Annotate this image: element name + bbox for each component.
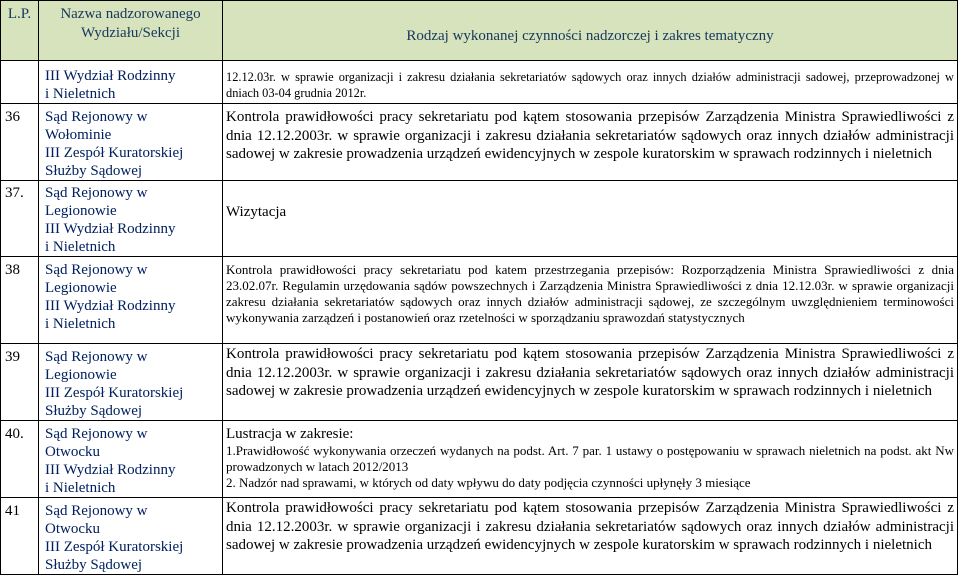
row-lp: 40. bbox=[1, 421, 39, 498]
row-lp: 39 bbox=[1, 344, 39, 421]
row-unit: Sąd Rejonowy w Legionowie III Wydział Rodzinny i Nieletnich bbox=[39, 181, 223, 257]
row-unit: III Wydział Rodzinny i Nieletnich bbox=[39, 61, 223, 104]
header-row bbox=[1, 1, 958, 61]
table-row bbox=[1, 344, 958, 421]
row-lp: 38 bbox=[1, 257, 39, 344]
row-description: Kontrola prawidłowości pracy sekretariatu pod kątem stosowania przepisów Zarządzenia Ministra Sprawiedliwości z dnia 12.12.2003r. w sprawie organizacji i zakresu działania sekretariatów sądowych oraz innych działów administracji sadowej w zakresie prowadzenia urządzeń ewidencyjnych w zespole kuratorskim w sprawach rodzinnych i nieletnich bbox=[223, 498, 958, 575]
table-row bbox=[1, 257, 958, 344]
lustracja-heading: Lustracja w zakresie: bbox=[226, 426, 354, 442]
row-unit: Sąd Rejonowy w Wołominie III Zespół Kuratorskiej Służby Sądowej bbox=[39, 104, 223, 181]
row-lp: 41 bbox=[1, 498, 39, 575]
lustracja-item-2: 2. Nadzór nad sprawami, w których od daty wpływu do daty podjęcia czynności upłynęły 3 miesiące bbox=[226, 475, 751, 490]
row-description: Kontrola prawidłowości pracy sekretariatu pod kątem stosowania przepisów Zarządzenia Ministra Sprawiedliwości z dnia 12.12.2003r. w sprawie organizacji i zakresu działania sekretariatów sądowych oraz innych działów administracji sadowej w zakresie prowadzenia urządzeń ewidencyjnych w zespole kuratorskim w sprawach rodzinnych i nieletnich bbox=[223, 344, 958, 421]
row-description: Kontrola prawidłowości pracy sekretariatu pod kątem stosowania przepisów Zarządzenia Ministra Sprawiedliwości z dnia 12.12.2003r. w sprawie organizacji i zakresu działania sekretariatów sądowych oraz innych działów administracji sadowej w zakresie prowadzenia urządzeń ewidencyjnych w zespole kuratorskim w sprawach rodzinnych i nieletnich bbox=[223, 104, 958, 181]
lustracja-item-1: 1.Prawidłowość wykonywania orzeczeń wydanych na podst. Art. 7 par. 1 ustawy o postępowaniu w sprawach nieletnich na podst. akt Nw prowadzonych w latach 2012/2013 bbox=[226, 443, 954, 474]
row-unit: Sąd Rejonowy w Otwocku III Wydział Rodzinny i Nieletnich bbox=[39, 421, 223, 498]
table-row bbox=[1, 61, 958, 104]
row-unit: Sąd Rejonowy w Otwocku III Zespół Kuratorskiej Służby Sądowej bbox=[39, 498, 223, 575]
row-lp bbox=[1, 61, 39, 104]
row-lp: 36 bbox=[1, 104, 39, 181]
table-row bbox=[1, 498, 958, 575]
row-unit: Sąd Rejonowy w Legionowie III Wydział Rodzinny i Nieletnich bbox=[39, 257, 223, 344]
row-description: Wizytacja bbox=[223, 181, 958, 257]
row-unit: Sąd Rejonowy w Legionowie III Zespół Kuratorskiej Służby Sądowej bbox=[39, 344, 223, 421]
row-description: Kontrola prawidłowości pracy sekretariatu pod katem przestrzegania przepisów: Rozporządzenia Ministra Sprawiedliwości z dnia 23.02.07r. Regulamin urzędowania sądów powszechnych i Zarządzenia Ministra Sprawiedliwości z dnia 12.12.03r. w sprawie organizacji zakresu działania sekretariatów sądowych oraz innych działów administracji sądowej, ze szczególnym uwzględnieniem terminowości wykonywania zarządzeń i postanowień oraz rzetelności w sporządzaniu sprawozdań statystycznych bbox=[223, 257, 958, 344]
table-row bbox=[1, 421, 958, 498]
table-row bbox=[1, 104, 958, 181]
row-description: 12.12.03r. w sprawie organizacji i zakresu działania sekretariatów sądowych oraz innych działów administracji sadowej, przeprowadzonej w dniach 03-04 grudnia 2012r. bbox=[223, 61, 958, 104]
header-description: Rodzaj wykonanej czynności nadzorczej i zakres tematyczny bbox=[223, 1, 958, 61]
header-lp: L.P. bbox=[1, 1, 39, 61]
row-description bbox=[223, 421, 958, 498]
table-row bbox=[1, 181, 958, 257]
row-lp: 37. bbox=[1, 181, 39, 257]
header-unit: Nazwa nadzorowanego Wydziału/Sekcji bbox=[39, 1, 223, 61]
